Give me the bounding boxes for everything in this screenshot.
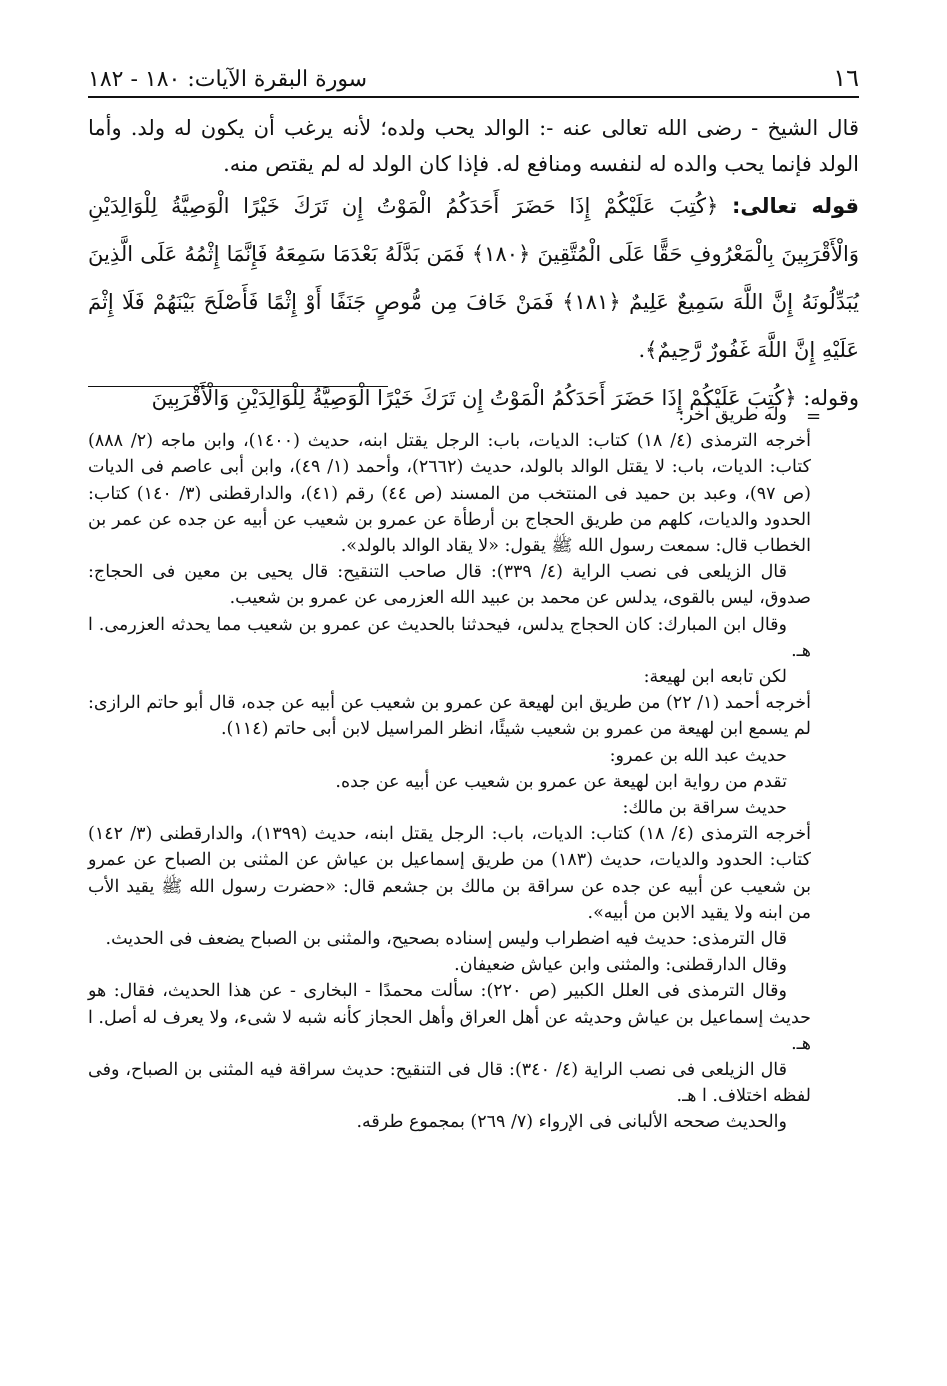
main-text [88, 110, 859, 422]
repeat-lead: وقوله: [803, 386, 859, 410]
verse-lead: قوله تعالى: [732, 194, 859, 218]
note-line: تقدم من رواية ابن لهيعة عن عمرو بن شعيب عن أبيه عن جده. [335, 771, 787, 792]
commentary-paragraph: قال الشيخ - رضى الله تعالى عنه -: الوالد يحب ولده؛ لأنه يرغب أن يكون له ولد. وأما الولد فإنما يحب والده له لنفسه ومنافع له. فإذا كان الولد له لم يقتص منه. [88, 116, 859, 176]
note-line: حديث عبد الله بن عمرو: [609, 745, 787, 766]
quran-verse-repeat: ﴿كُتِبَ عَلَيْكُمْ إِذَا حَضَرَ أَحَدَكُمُ الْمَوْتُ إِن تَرَكَ خَيْرًا الْوَصِيَّةُ لِلْوَالِدَيْنِ وَالْأَقْرَبِينَ [151, 386, 797, 410]
note-line: وقال ابن المبارك: كان الحجاج يدلس، فيحدثنا بالحديث عن عمرو بن شعيب مما يحدثه العزرمى. ا هـ. [88, 614, 811, 661]
note-line: والحديث صححه الألبانى فى الإرواء (٧/ ٢٦٩) بمجموع طرقه. [356, 1112, 787, 1133]
note-line: حديث سراقة بن مالك: [622, 798, 787, 819]
note-line: قال الزيلعى فى نصب الراية (٤/ ٣٣٩): قال صاحب التنقيح: قال يحيى بن معين فى الحجاج: صدوق، ليس بالقوى، يدلس عن محمد بن عبيد الله العزرمى عن عمرو بن شعيب. [88, 562, 811, 609]
quran-verse: ﴿كُتِبَ عَلَيْكُمْ إِذَا حَضَرَ أَحَدَكُمُ الْمَوْتُ إِن تَرَكَ خَيْرًا الْوَصِيَّةُ لِلْوَالِدَيْنِ وَالْأَقْرَبِينَ بِالْمَعْرُوفِ حَقًّا عَلَى الْمُتَّقِينَ ﴿١٨٠﴾ فَمَن بَدَّلَهُ بَعْدَمَا سَمِعَهُ فَإِنَّمَا إِثْمُهُ عَلَى الَّذِينَ يُبَدِّلُونَهُ إِنَّ اللَّهَ سَمِيعٌ عَلِيمٌ ﴿١٨١﴾ فَمَنْ خَافَ مِن مُّوصٍ جَنَفًا أَوْ إِثْمًا فَأَصْلَحَ بَيْنَهُمْ فَلَا إِثْمَ عَلَيْهِ إِنَّ اللَّهَ غَفُورٌ رَّحِيمٌ﴾. [88, 194, 860, 362]
continuation-mark: = [806, 406, 822, 427]
verse-paragraph [88, 182, 859, 374]
note-line: قال الزيلعى فى نصب الراية (٤/ ٣٤٠): قال فى التنقيح: حديث سراقة فيه المثنى بن الصباح، وفى لفظه اختلاف. ا هـ. [88, 1060, 811, 1107]
note-line: وقال الدارقطنى: والمثنى وابن عياش ضعيفان. [454, 955, 787, 976]
note-line: وله طريق آخر: [678, 405, 787, 425]
note-line: أخرجه أحمد (١/ ٢٢) من طريق ابن لهيعة عن عمرو بن شعيب عن أبيه عن جده، قال أبو حاتم الرازى: لم يسمع ابن لهيعة من عمرو بن شعيب شيئًا، انظر المراسيل لابن أبى حاتم (١١٤). [88, 693, 811, 740]
note-line: أخرجه الترمذى (٤/ ١٨) كتاب: الديات، باب: الرجل يقتل ابنه، حديث (١٤٠٠)، وابن ماجه (٢/ ٨٨٨) كتاب: الديات، باب: لا يقتل الوالد بالولد، حديث (٢٦٦٢)، وأحمد (١/ ٤٩)، وابن أبى عاصم فى الديات (ص ٩٧)، وعبد بن حميد فى المنتخب من المسند (ص ٤٤) رقم (٤١)، والدارقطنى (٣/ ١٤٠) كتاب: الحدود والديات، كلهم من طريق الحجاج بن أرطأة عن عمرو بن شعيب عن أبيه عن جده عن عمر بن الخطاب قال: سمعت رسول الله ﷺ يقول: «لا يقاد الوالد بالولد». [88, 431, 811, 557]
footnotes [88, 402, 811, 1136]
note-line: قال الترمذى: حديث فيه اضطراب وليس إسناده بصحيح، والمثنى بن الصباح يضعف فى الحديث. [105, 929, 787, 950]
page-number: ١٦ [833, 64, 859, 92]
note-line: أخرجه الترمذى (٤/ ١٨) كتاب: الديات، باب: الرجل يقتل ابنه، حديث (١٣٩٩)، والدارقطنى (٣/ ١٤٢) كتاب: الحدود والديات، حديث (١٨٣) من طريق إسماعيل بن عياش عن المثنى بن الصباح عن عمرو بن شعيب عن أبيه عن جده عن سراقة بن مالك بن جشعم قال: «حضرت رسول الله ﷺ يقيد الأب من ابنه ولا يقيد الابن من أبيه». [88, 824, 811, 923]
page-header [88, 52, 859, 98]
footnote-divider [88, 386, 388, 387]
running-title: سورة البقرة الآيات: ١٨٠ - ١٨٢ [88, 67, 368, 92]
note-line: وقال الترمذى فى العلل الكبير (ص ٢٢٠): سألت محمدًا - البخارى - عن هذا الحديث، فقال: هو حديث إسماعيل بن عياش وحديثه عن أهل العراق وأهل الحجاز كأنه شبه لا شىء، ولا يعرف له أصل. ا هـ. [88, 981, 811, 1054]
note-line: لكن تابعه ابن لهيعة: [643, 667, 787, 688]
